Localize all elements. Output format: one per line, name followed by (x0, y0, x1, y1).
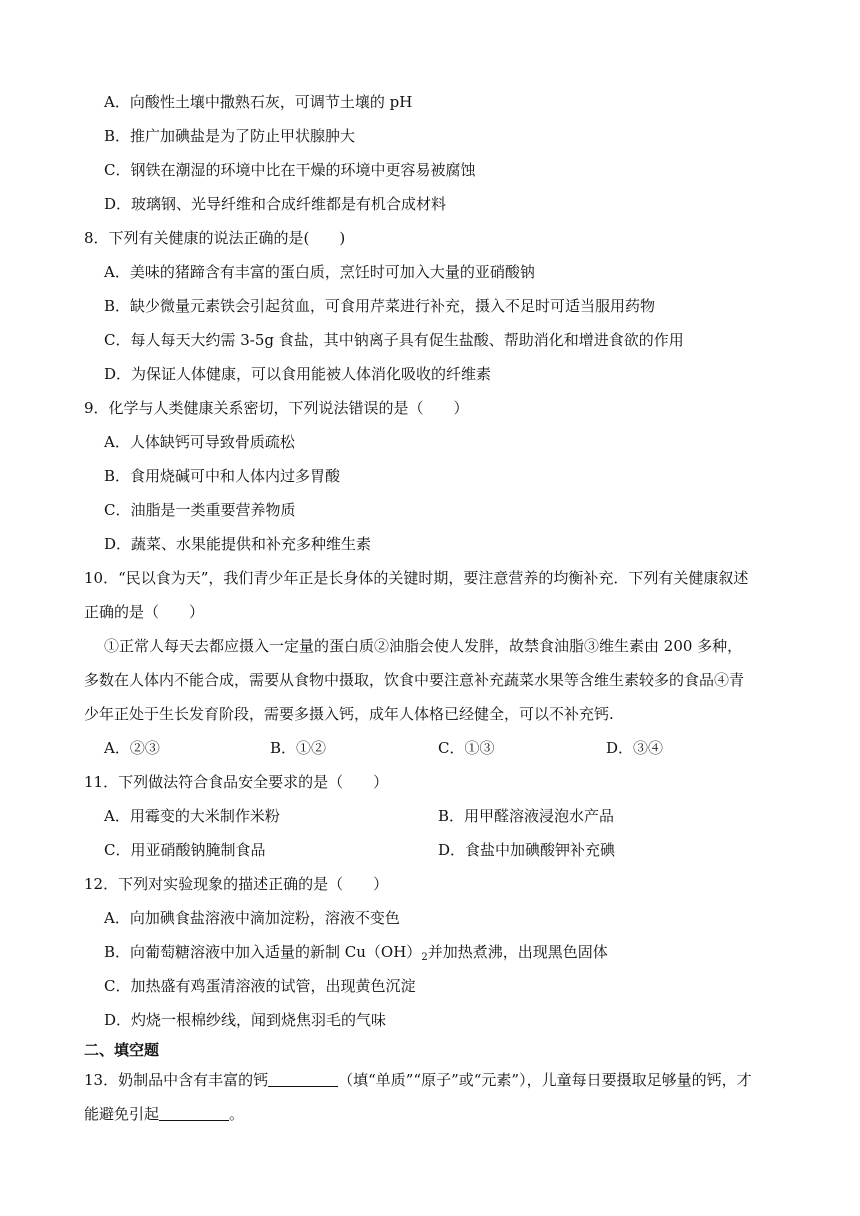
q9-option-d: D．蔬菜、水果能提供和补充多种维生素 (104, 535, 372, 553)
q10-body-line3: 少年正处于生长发育阶段，需要多摄入钙，成年人体格已经健全，可以不补充钙. (84, 705, 614, 723)
q8-option-c: C．每人每天大约需 3-5g 食盐，其中钠离子具有促生盐酸、帮助消化和增进食欲的作用 (104, 331, 684, 349)
q9-option-b: B．食用烧碱可中和人体内过多胃酸 (104, 467, 341, 485)
q13-blank-2[interactable] (159, 1104, 229, 1121)
q10-body-line1: ①正常人每天去都应摄入一定量的蛋白质②油脂会使人发胖，故禁食油脂③维生素由 200 多种， (104, 637, 743, 655)
q7-option-b: B．推广加碘盐是为了防止甲状腺肿大 (104, 127, 356, 145)
q11-option-d: D．食盐中加碘酸钾补充碘 (438, 841, 616, 859)
q8-option-a: A．美味的猪蹄含有丰富的蛋白质，烹饪时可加入大量的亚硝酸钠 (104, 263, 535, 281)
q12-option-b-prefix: B．向葡萄糖溶液中加入适量的新制 Cu（OH） (104, 943, 422, 961)
q10-option-a: A．②③ (104, 739, 160, 757)
q12-option-d: D．灼烧一根棉纱线，闻到烧焦羽毛的气味 (104, 1011, 387, 1029)
q13-line2 (84, 1104, 780, 1124)
q11-option-c: C．用亚硝酸钠腌制食品 (104, 841, 266, 859)
q9-option-c: C．油脂是一类重要营养物质 (104, 501, 296, 519)
q7-option-d: D．玻璃钢、光导纤维和合成纤维都是有机合成材料 (104, 195, 447, 213)
q10-option-d: D．③④ (606, 739, 664, 757)
q13-text-1: 13．奶制品中含有丰富的钙 (84, 1071, 269, 1089)
q10-stem-line2: 正确的是（ ） (84, 603, 205, 621)
q13-text-3: 能避免引起 (84, 1105, 160, 1123)
q9-stem: 9．化学与人类健康关系密切，下列说法错误的是（ ） (84, 399, 469, 417)
q11-option-b: B．用甲醛溶液浸泡水产品 (438, 807, 615, 825)
q10-option-b: B．①② (270, 739, 327, 757)
q12-option-a: A．向加碘食盐溶液中滴加淀粉，溶液不变色 (104, 909, 400, 927)
q10-option-c: C．①③ (438, 739, 495, 757)
q13-line1 (84, 1070, 780, 1090)
q8-stem: 8．下列有关健康的说法正确的是( ) (84, 229, 346, 247)
q10-body-line2: 多数在人体内不能合成，需要从食物中摄取，饮食中要注意补充蔬菜水果等含维生素较多的食品④青 (84, 671, 745, 689)
q8-option-d: D．为保证人体健康，可以食用能被人体消化吸收的纤维素 (104, 365, 492, 383)
q13-blank-1[interactable] (268, 1070, 338, 1087)
q13-text-2: （填“单质”“原子”或“元素”），儿童每日要摄取足够量的钙，才 (338, 1071, 752, 1089)
q12-option-b (104, 942, 780, 968)
q7-option-a: A．向酸性土壤中撒熟石灰，可调节土壤的 pH (104, 93, 413, 111)
q12-option-b-subscript: 2 (421, 952, 428, 963)
q13-text-4: 。 (229, 1105, 245, 1123)
q12-option-b-suffix: 并加热煮沸，出现黑色固体 (427, 943, 608, 961)
q7-option-c: C．钢铁在潮湿的环境中比在干燥的环境中更容易被腐蚀 (104, 161, 476, 179)
q8-option-b: B．缺少微量元素铁会引起贫血，可食用芹菜进行补充，摄入不足时可适当服用药物 (104, 297, 656, 315)
section-heading-fill-in: 二、填空题 (84, 1041, 160, 1059)
q9-option-a: A．人体缺钙可导致骨质疏松 (104, 433, 295, 451)
q11-stem: 11．下列做法符合食品安全要求的是（ ） (84, 773, 389, 791)
q10-stem-line1: 10．“民以食为天”，我们青少年正是长身体的关键时期，要注意营养的均衡补充．下列有关健康叙述 (84, 569, 749, 587)
q12-stem: 12．下列对实验现象的描述正确的是（ ） (84, 875, 389, 893)
q12-option-c: C．加热盛有鸡蛋清溶液的试管，出现黄色沉淀 (104, 977, 416, 995)
q11-option-a: A．用霉变的大米制作米粉 (104, 807, 280, 825)
